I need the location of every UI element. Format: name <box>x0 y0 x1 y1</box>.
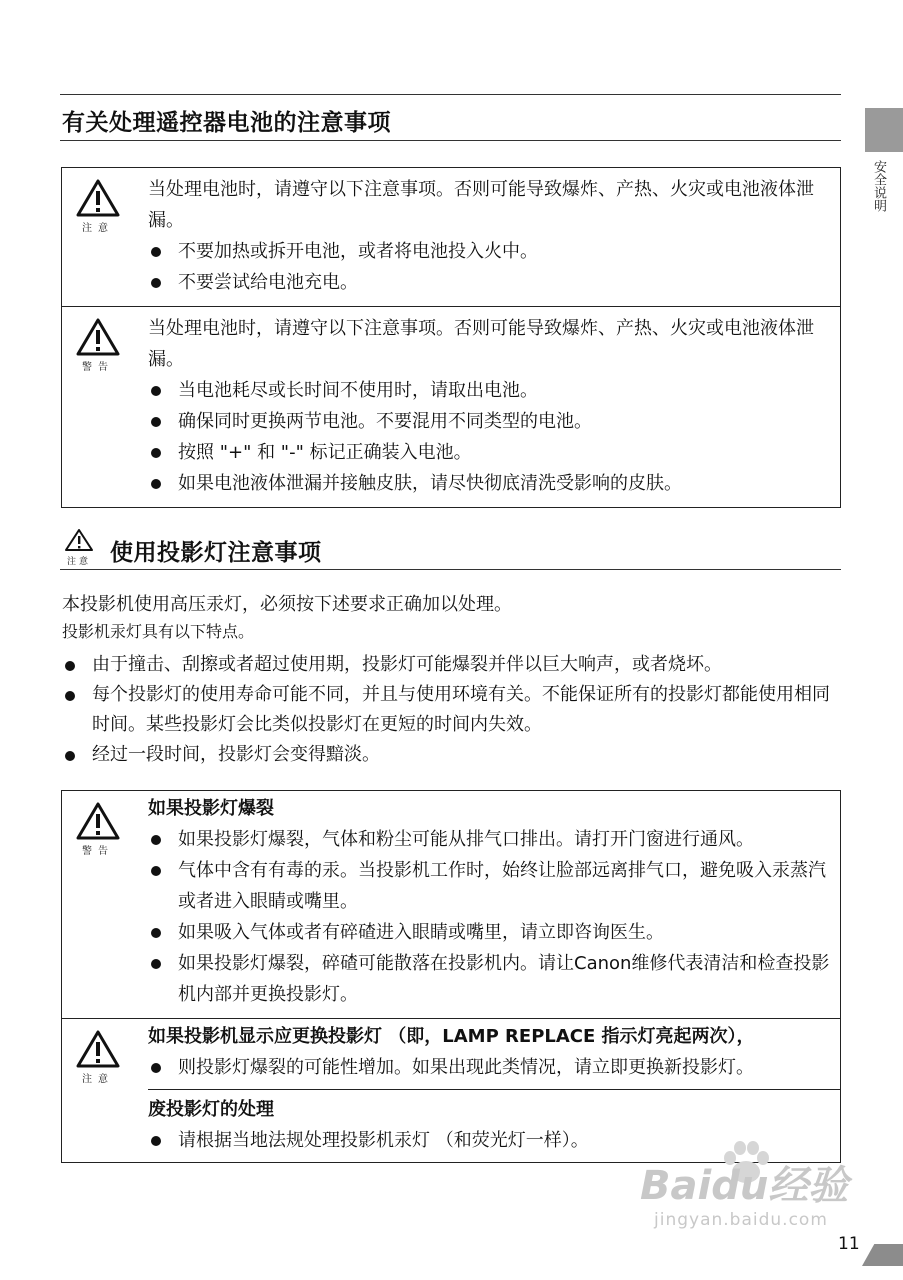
list-item: 如果电池液体泄漏并接触皮肤，请尽快彻底清洗受影响的皮肤。 <box>148 468 830 499</box>
side-tab-label: 安全说明 <box>871 160 886 212</box>
list-item: 不要加热或拆开电池，或者将电池投入火中。 <box>148 236 830 267</box>
page-corner-mark <box>862 1244 903 1266</box>
list-item: 如果吸入气体或者有碎碴进入眼睛或嘴里，请立即咨询医生。 <box>148 917 830 948</box>
list-item: 气体中含有有毒的汞。当投影机工作时，始终让脸部远离排气口，避免吸入汞蒸汽或者进入眼睛或嘴里。 <box>148 855 830 917</box>
warning-triangle-icon <box>75 801 121 841</box>
battery-caution-intro: 当处理电池时，请遵守以下注意事项。否则可能导致爆炸、产热、火灾或电池液体泄漏。 <box>148 179 814 231</box>
lamp-caution-heading: 如果投影机显示应更换投影灯 （即，LAMP REPLACE 指示灯亮起两次）， <box>148 1026 755 1047</box>
list-item: 如果投影灯爆裂，碎碴可能散落在投影机内。请让Canon维修代表清洁和检查投影机内部并更换投影灯。 <box>148 948 830 1010</box>
warning-icon-label: 警告 <box>82 846 114 857</box>
title-rule <box>60 140 841 141</box>
lamp-intro-2: 投影机汞灯具有以下特点。 <box>62 622 255 641</box>
watermark-url: jingyan.baidu.com <box>654 1210 828 1230</box>
lamp-characteristics-list <box>62 650 842 770</box>
battery-warning-intro: 当处理电池时，请遵守以下注意事项。否则可能导致爆炸、产热、火灾或电池液体泄漏。 <box>148 318 814 370</box>
list-item: 不要尝试给电池充电。 <box>148 267 830 298</box>
caution-triangle-icon <box>64 528 94 552</box>
battery-warning-section <box>62 306 840 507</box>
list-item: 确保同时更换两节电池。不要混用不同类型的电池。 <box>148 406 830 437</box>
list-item: 当电池耗尽或长时间不使用时，请取出电池。 <box>148 375 830 406</box>
list-item: 每个投影灯的使用寿命可能不同，并且与使用环境有关。不能保证所有的投影灯都能使用相同时间。某些投影灯会比类似投影灯在更短的时间内失效。 <box>62 680 842 740</box>
warning-icon-block <box>74 801 122 857</box>
caution-icon-block <box>74 1029 122 1085</box>
list-item: 按照 "+" 和 "-" 标记正确装入电池。 <box>148 437 830 468</box>
heading-caution-icon-block <box>62 528 96 567</box>
heading-icon-label: 注意 <box>66 557 91 567</box>
top-rule <box>60 94 841 95</box>
battery-caution-content <box>148 168 840 306</box>
list-item: 由于撞击、刮擦或者超过使用期，投影灯可能爆裂并伴以巨大响声，或者烧坏。 <box>62 650 842 680</box>
list-item: 经过一段时间，投影灯会变得黯淡。 <box>62 740 842 770</box>
lamp-warning-section <box>62 791 840 1018</box>
section-title-lamp: 使用投影灯注意事项 <box>110 540 322 566</box>
warning-icon-block <box>74 317 122 373</box>
list-item: 请根据当地法规处理投影机汞灯 （和荧光灯一样）。 <box>148 1125 830 1156</box>
warning-triangle-icon <box>75 317 121 357</box>
lamp-intro-1: 本投影机使用高压汞灯，必须按下述要求正确加以处理。 <box>62 594 512 615</box>
caution-triangle-icon <box>75 178 121 218</box>
section-title-battery: 有关处理遥控器电池的注意事项 <box>62 110 391 136</box>
list-item: 则投影灯爆裂的可能性增加。如果出现此类情况，请立即更换新投影灯。 <box>148 1052 830 1083</box>
page-number: 11 <box>838 1234 860 1254</box>
title-rule <box>60 569 841 570</box>
lamp-notice-box <box>61 790 841 1163</box>
caution-triangle-icon <box>75 1029 121 1069</box>
warning-icon-label: 警告 <box>82 362 114 373</box>
lamp-warning-content <box>148 791 840 1018</box>
caution-icon-block <box>74 178 122 234</box>
lamp-warning-heading: 如果投影灯爆裂 <box>148 798 274 819</box>
lamp-disposal-heading: 废投影灯的处理 <box>148 1099 274 1120</box>
caution-icon-label: 注意 <box>82 223 114 234</box>
baidu-watermark <box>640 1138 850 1238</box>
battery-warning-content <box>148 307 840 507</box>
list-item: 如果投影灯爆裂，气体和粉尘可能从排气口排出。请打开门窗进行通风。 <box>148 824 830 855</box>
caution-icon-label: 注意 <box>82 1074 114 1085</box>
battery-notice-box <box>61 167 841 508</box>
watermark-text: Baidu经验 <box>640 1163 849 1209</box>
side-tab-block <box>865 108 903 152</box>
section-heading-lamp <box>62 526 842 570</box>
battery-caution-section <box>62 168 840 306</box>
